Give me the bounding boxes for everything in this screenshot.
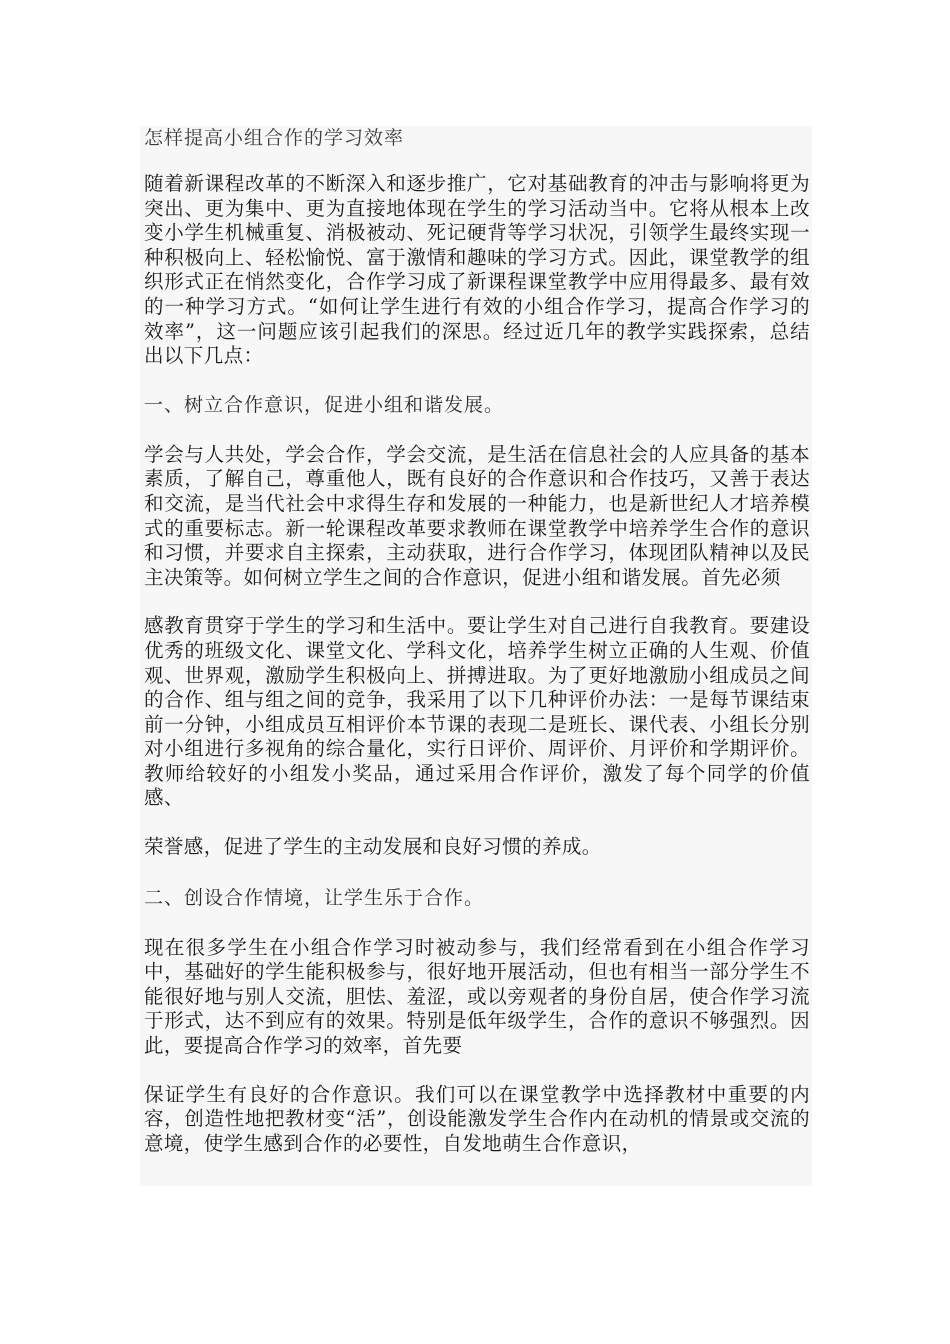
section-2-paragraph-1: 现在很多学生在小组合作学习时被动参与，我们经常看到在小组合作学习中，基础好的学生能积极参与，很好地开展活动，但也有相当一部分学生不能很好地与别人交流，胆怯、羞涩，或以旁观者的身份自居，使合作学习流于形式，达不到应有的效果。特别是低年级学生，合作的意识不够强烈。因此，要提高合作学习的效率，首先要 <box>144 935 810 1058</box>
section-1-paragraph-3: 荣誉感，促进了学生的主动发展和良好习惯的养成。 <box>144 835 602 859</box>
section-2-heading: 二、创设合作情境，让学生乐于合作。 <box>144 886 485 909</box>
section-1-heading: 一、树立合作意识，促进小组和谐发展。 <box>144 393 505 416</box>
section-1-paragraph-1: 学会与人共处，学会合作，学会交流，是生活在信息社会的人应具备的基本素质，了解自己，尊重他人，既有良好的合作意识和合作技巧，又善于表达和交流，是当代社会中求得生存和发展的一种能力，也是新世纪人才培养模式的重要标志。新一轮课程改革要求教师在课堂教学中培养学生合作的意识和习惯，并要求自主探索，主动获取，进行合作学习，体现团队精神以及民主决策等。如何树立学生之间的合作意识，促进小组和谐发展。首先必须 <box>144 442 810 589</box>
document-title: 怎样提高小组合作的学习效率 <box>144 127 405 149</box>
section-2-paragraph-2: 保证学生有良好的合作意识。我们可以在课堂教学中选择教材中重要的内容，创造性地把教材变“活”，创设能激发学生合作内在动机的情景或交流的意境，使学生感到合作的必要性，自发地萌生合作意识， <box>144 1082 810 1155</box>
intro-paragraph: 随着新课程改革的不断深入和逐步推广，它对基础教育的冲击与影响将更为突出、更为集中、更为直接地体现在学生的学习活动当中。它将从根本上改变小学生机械重复、消极被动、死记硬背等学习状况，引领学生最终实现一种积极向上、轻松愉悦、富于激情和趣味的学习方式。因此，课堂教学的组织形式正在悄然变化，合作学习成了新课程课堂教学中应用得最多、最有效的一种学习方式。“如何让学生进行有效的小组合作学习，提高合作学习的效率”，这一问题应该引起我们的深思。经过近几年的教学实践探索，总结出以下几点： <box>144 172 810 368</box>
section-1-paragraph-2: 感教育贯穿于学生的学习和生活中。要让学生对自己进行自我教育。要建设优秀的班级文化、课堂文化、学科文化，培养学生树立正确的人生观、价值观、世界观，激励学生积极向上、拼搏进取。为了更好地激励小组成员之间的合作、组与组之间的竞争，我采用了以下几种评价办法：一是每节课结束前一分钟，小组成员互相评价本节课的表现二是班长、课代表、小组长分别对小组进行多视角的综合量化，实行日评价、周评价、月评价和学期评价。教师给较好的小组发小奖品，通过采用合作评价，激发了每个同学的价值感、 <box>144 614 810 810</box>
document-body <box>140 126 812 1186</box>
